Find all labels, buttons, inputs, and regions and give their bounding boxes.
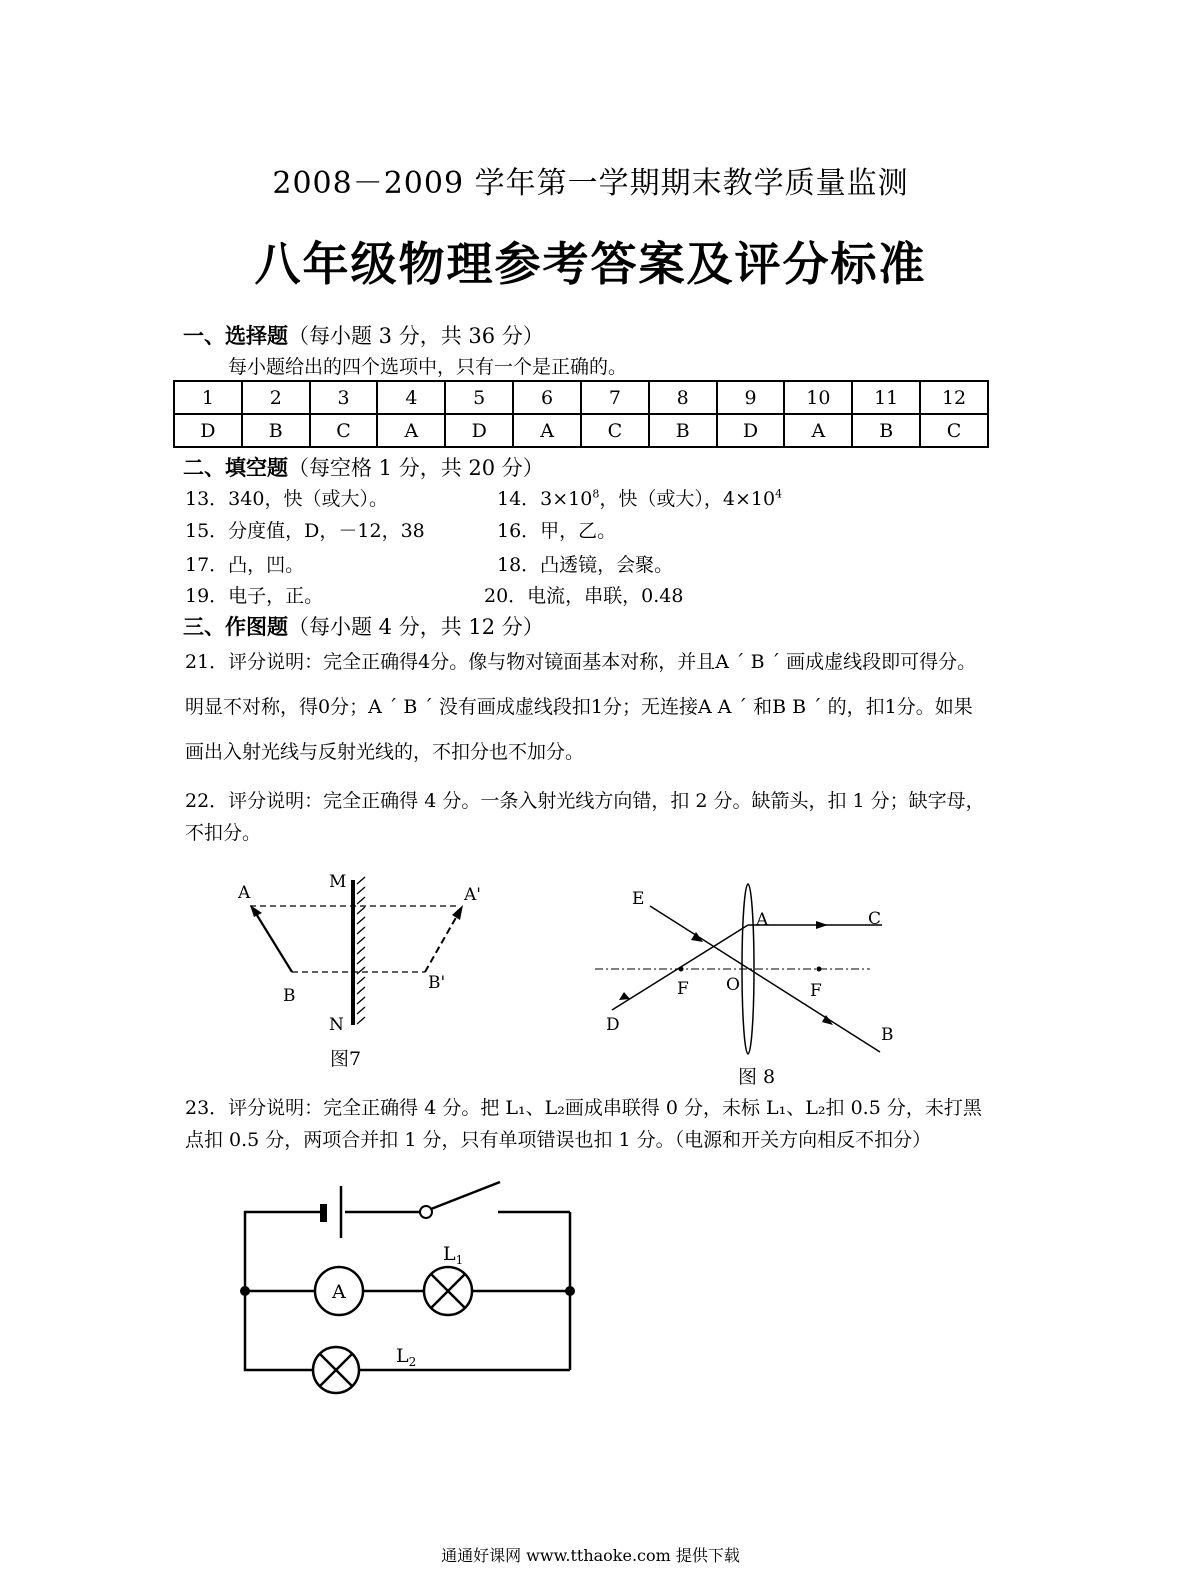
- label-d: D: [606, 1015, 620, 1035]
- section3-score: （每小题 4 分，共 12 分）: [288, 615, 544, 639]
- arrow-icon: [619, 992, 630, 1000]
- answer-14-part: 14．3×10: [497, 488, 593, 510]
- lamp-l2-icon: [313, 1347, 359, 1393]
- label-l2-letter: L: [396, 1345, 409, 1367]
- label-m: M: [329, 872, 347, 892]
- answer-18: 18．凸透镜，会聚。: [497, 554, 674, 576]
- answer-21: 21．评分说明：完全正确得4分。像与物对镜面基本对称，并且A ´ B ´ 画成虚线段即可得分。明显不对称，得0分；A ´ B ´ 没有画成虚线段扣1分；无连接A A ´ 和B B ´ 的，扣1分。如果画出入射光线与反射光线的，不扣分也不加分。: [185, 651, 977, 763]
- table-cell: D: [717, 414, 785, 447]
- table-cell: 12: [920, 381, 988, 414]
- answer-table-numbers-row: [174, 381, 988, 414]
- table-cell: 3: [310, 381, 378, 414]
- table-cell: 6: [513, 381, 581, 414]
- answer-15: 15．分度值，D，－12，38: [185, 520, 425, 542]
- table-cell: A: [513, 414, 581, 447]
- section2-header: [183, 452, 544, 482]
- section3-header: [183, 611, 544, 641]
- battery-icon: [320, 1186, 341, 1238]
- image-ab: [425, 914, 458, 972]
- section2-heading: 二、填空题: [183, 456, 288, 480]
- label-l2-sub: 2: [408, 1355, 417, 1369]
- table-cell: C: [581, 414, 649, 447]
- label-l1-sub: 1: [455, 1253, 464, 1267]
- answer-19: 19．电子，正。: [185, 585, 324, 607]
- answer-23: 23．评分说明：完全正确得 4 分。把 L₁、L₂画成串联得 0 分，未标 L₁、L₂扣 0.5 分，未打黑点扣 0.5 分，两项合并扣 1 分，只有单项错误也扣 1 分。（电源和开关方向相反不扣分）: [185, 1097, 982, 1151]
- table-cell: B: [242, 414, 310, 447]
- answer-13: 13．340，快（或大）。: [185, 488, 388, 510]
- table-cell: 10: [784, 381, 852, 414]
- table-cell: 11: [852, 381, 920, 414]
- label-f-right: F: [810, 981, 822, 1001]
- section3-heading: 三、作图题: [183, 615, 288, 639]
- answer-table-answers-row: [174, 414, 988, 447]
- lamp-l1-icon: [424, 1267, 472, 1315]
- figure-7-caption: 图7: [330, 1048, 362, 1070]
- ammeter-icon: [315, 1267, 363, 1315]
- table-cell: A: [377, 414, 445, 447]
- ammeter-label: A: [332, 1281, 346, 1303]
- answer-table: [173, 380, 989, 448]
- table-cell: 5: [445, 381, 513, 414]
- answer-14-exponent: 8: [592, 487, 600, 501]
- label-l1-letter: L: [443, 1243, 456, 1265]
- table-cell: C: [310, 414, 378, 447]
- label-a: A: [238, 883, 251, 903]
- figure-8: [590, 880, 910, 1095]
- arrow-icon: [816, 921, 828, 929]
- section1-heading: 一、选择题: [183, 324, 288, 348]
- label-a: A: [756, 910, 769, 930]
- table-cell: 7: [581, 381, 649, 414]
- answer-17: 17．凸，凹。: [185, 554, 305, 576]
- section1-header: [183, 320, 544, 350]
- circuit-diagram: [230, 1170, 590, 1430]
- answer-14-part: ，快（或大），4×10: [599, 488, 776, 510]
- table-cell: C: [920, 414, 988, 447]
- label-e: E: [632, 889, 645, 909]
- answer-16: 16．甲，乙。: [497, 520, 617, 542]
- switch-icon: [420, 1182, 500, 1218]
- junction-dot: [240, 1286, 250, 1296]
- table-cell: 4: [377, 381, 445, 414]
- junction-dot: [565, 1286, 575, 1296]
- table-cell: D: [445, 414, 513, 447]
- table-cell: 2: [242, 381, 310, 414]
- figure-8-caption: 图 8: [738, 1066, 776, 1088]
- answer-20: 20．电流，串联，0.48: [484, 585, 684, 607]
- table-cell: D: [174, 414, 242, 447]
- table-cell: B: [852, 414, 920, 447]
- label-f-left: F: [677, 979, 689, 999]
- label-a-prime: A': [464, 885, 481, 905]
- answer-22: 22．评分说明：完全正确得 4 分。一条入射光线方向错，扣 2 分。缺箭头，扣 1 分；缺字母，不扣分。: [185, 790, 985, 844]
- table-cell: 8: [649, 381, 717, 414]
- object-ab: [255, 912, 292, 972]
- label-o: O: [726, 975, 740, 995]
- figure-7: [220, 860, 520, 1075]
- focus-point: [817, 967, 822, 972]
- footer: 通通好课网 www.tthaoke.com 提供下载: [441, 1546, 740, 1565]
- section1-note: 每小题给出的四个选项中，只有一个是正确的。: [228, 356, 628, 378]
- label-l1: [443, 1243, 463, 1267]
- label-l2: [396, 1345, 416, 1369]
- table-cell: 9: [717, 381, 785, 414]
- answer-14-exponent: 4: [775, 487, 783, 501]
- table-cell: 1: [174, 381, 242, 414]
- label-b: B: [881, 1025, 894, 1045]
- mirror-mn: [353, 877, 365, 1025]
- arrow-a-icon: [250, 905, 262, 917]
- table-cell: A: [784, 414, 852, 447]
- label-b-prime: B': [428, 973, 446, 993]
- label-b: B: [283, 986, 296, 1006]
- arrow-a2-icon: [452, 905, 463, 920]
- section1-score: （每小题 3 分，共 36 分）: [288, 324, 544, 348]
- label-n: N: [329, 1015, 344, 1035]
- table-cell: B: [649, 414, 717, 447]
- label-c: C: [868, 909, 882, 929]
- subtitle: 2008－2009 学年第一学期期末教学质量监测: [272, 166, 909, 201]
- section2-score: （每空格 1 分，共 20 分）: [288, 456, 544, 480]
- focus-point: [679, 967, 684, 972]
- answer-14: [497, 484, 782, 511]
- page-title: 八年级物理参考答案及评分标准: [254, 237, 927, 291]
